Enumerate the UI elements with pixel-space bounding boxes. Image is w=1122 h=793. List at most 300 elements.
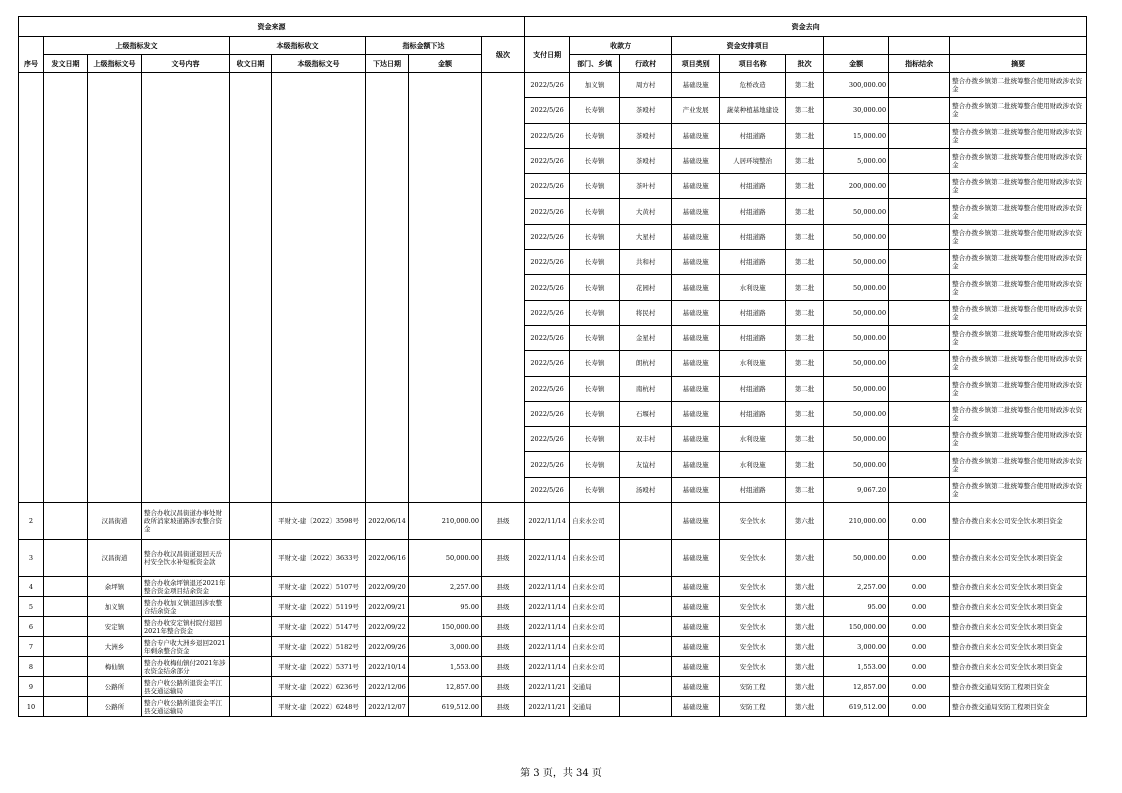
pay-date-cell: 2022/5/26 (525, 123, 570, 148)
amount-cell: 50,000.00 (824, 250, 889, 275)
summary-cell: 整合办拨乡镇第二批统筹整合使用财政涉农资金 (950, 199, 1087, 224)
col-recv-date: 收文日期 (230, 55, 272, 73)
village-cell: 双丰村 (620, 427, 672, 452)
header-amount-issue: 指标金额下达 (366, 37, 482, 55)
dept-cell: 自来水公司 (570, 577, 620, 597)
local-doc-cell: 平财文-建〔2022〕6236号 (272, 677, 366, 697)
pay-date-cell: 2022/11/14 (525, 503, 570, 540)
proj-name-cell: 安全饮水 (720, 540, 786, 577)
summary-cell: 整合办拨自来水公司安全饮水项目资金 (950, 503, 1087, 540)
dept-cell: 自来水公司 (570, 637, 620, 657)
issue-date-cell (44, 577, 88, 597)
village-cell: 金星村 (620, 325, 672, 350)
pay-date-cell: 2022/5/26 (525, 174, 570, 199)
amount-cell: 150,000.00 (409, 617, 482, 637)
dept-cell: 长寿镇 (570, 250, 620, 275)
proj-type-cell: 基础设施 (672, 401, 720, 426)
amount2-cell: 95.00 (824, 597, 889, 617)
summary-cell: 整合办拨交通局安防工程项目资金 (950, 677, 1087, 697)
proj-type-cell: 基础设施 (672, 73, 720, 98)
batch-cell: 第六批 (786, 637, 824, 657)
proj-type-cell: 基础设施 (672, 376, 720, 401)
amount-cell: 200,000.00 (824, 174, 889, 199)
pay-date-cell: 2022/5/26 (525, 477, 570, 502)
proj-type-cell: 基础设施 (672, 148, 720, 173)
issue-date-cell (44, 503, 88, 540)
pay-date-cell: 2022/5/26 (525, 427, 570, 452)
col-summary: 摘要 (950, 55, 1087, 73)
summary-cell: 整合办拨乡镇第二批统筹整合使用财政涉农资金 (950, 325, 1087, 350)
col-doc-content: 文号内容 (142, 55, 230, 73)
amount2-cell: 12,857.00 (824, 677, 889, 697)
issue-date2-cell: 2022/10/14 (366, 657, 409, 677)
table-row (19, 697, 1087, 717)
proj-name-cell: 安全饮水 (720, 577, 786, 597)
seq-cell: 2 (19, 503, 44, 540)
balance-cell (889, 174, 950, 199)
proj-name-cell: 蔬菜种植基地建设 (720, 98, 786, 123)
amount-cell: 2,257.00 (409, 577, 482, 597)
proj-type-cell: 基础设施 (672, 637, 720, 657)
local-doc-cell: 平财文-建〔2022〕5182号 (272, 637, 366, 657)
summary-cell: 整合办拨乡镇第二批统筹整合使用财政涉农资金 (950, 452, 1087, 477)
village-cell: 茶叶村 (620, 174, 672, 199)
upper-doc-cell: 公路所 (88, 677, 142, 697)
balance-cell: 0.00 (889, 697, 950, 717)
col-dept: 部门、乡镇 (570, 55, 620, 73)
recv-date-cell (230, 540, 272, 577)
dept-cell: 长寿镇 (570, 275, 620, 300)
summary-cell: 整合办拨乡镇第二批统筹整合使用财政涉农资金 (950, 351, 1087, 376)
proj-type-cell: 基础设施 (672, 300, 720, 325)
proj-type-cell: 基础设施 (672, 452, 720, 477)
batch-cell: 第六批 (786, 503, 824, 540)
balance-cell: 0.00 (889, 637, 950, 657)
proj-type-cell: 基础设施 (672, 275, 720, 300)
level-cell: 县级 (482, 697, 525, 717)
col-village: 行政村 (620, 55, 672, 73)
issue-date2-cell: 2022/09/26 (366, 637, 409, 657)
amount-cell: 12,857.00 (409, 677, 482, 697)
upper-doc-cell: 大洲乡 (88, 637, 142, 657)
dept-cell: 长寿镇 (570, 174, 620, 199)
issue-date2-cell: 2022/09/21 (366, 597, 409, 617)
village-cell (620, 503, 672, 540)
col-amount: 金额 (409, 55, 482, 73)
balance-cell (889, 477, 950, 502)
upper-doc-cell: 安定镇 (88, 617, 142, 637)
amount-cell: 50,000.00 (824, 351, 889, 376)
proj-name-cell: 安防工程 (720, 697, 786, 717)
level-cell: 县级 (482, 617, 525, 637)
proj-name-cell: 村组道路 (720, 401, 786, 426)
proj-type-cell: 基础设施 (672, 224, 720, 249)
level-cell: 县级 (482, 503, 525, 540)
dept-cell: 长寿镇 (570, 351, 620, 376)
pay-date-cell: 2022/5/26 (525, 98, 570, 123)
batch-cell: 第二批 (786, 174, 824, 199)
proj-name-cell: 村组道路 (720, 174, 786, 199)
dept-cell: 自来水公司 (570, 503, 620, 540)
batch-cell: 第二批 (786, 98, 824, 123)
summary-cell: 整合办拨乡镇第二批统筹整合使用财政涉农资金 (950, 98, 1087, 123)
balance-cell: 0.00 (889, 540, 950, 577)
doc-content-cell: 整合办收加义镇退回涉农整合结余资金 (142, 597, 230, 617)
proj-name-cell: 水利设施 (720, 452, 786, 477)
village-cell: 汤殴村 (620, 477, 672, 502)
table-row (19, 577, 1087, 597)
village-cell: 大星村 (620, 224, 672, 249)
summary-cell: 整合办拨乡镇第二批统筹整合使用财政涉农资金 (950, 275, 1087, 300)
proj-name-cell: 村组道路 (720, 123, 786, 148)
pay-date-cell: 2022/5/26 (525, 224, 570, 249)
pay-date-cell: 2022/11/14 (525, 657, 570, 677)
village-cell: 周方村 (620, 73, 672, 98)
col-local-doc: 本级指标文号 (272, 55, 366, 73)
proj-type-cell: 基础设施 (672, 540, 720, 577)
local-doc-cell: 平财文-建〔2022〕5147号 (272, 617, 366, 637)
recv-date-cell (230, 637, 272, 657)
amount-cell: 50,000.00 (409, 540, 482, 577)
summary-cell: 整合办拨乡镇第二批统筹整合使用财政涉农资金 (950, 224, 1087, 249)
balance-cell: 0.00 (889, 503, 950, 540)
empty-source-cell (366, 73, 409, 503)
issue-date-cell (44, 657, 88, 677)
amount2-cell: 210,000.00 (824, 503, 889, 540)
village-cell: 共和村 (620, 250, 672, 275)
summary-cell: 整合办拨乡镇第二批统筹整合使用财政涉农资金 (950, 73, 1087, 98)
recv-date-cell (230, 577, 272, 597)
table-row (19, 637, 1087, 657)
pay-date-cell: 2022/5/26 (525, 351, 570, 376)
local-doc-cell: 平财文-建〔2022〕5107号 (272, 577, 366, 597)
recv-date-cell (230, 657, 272, 677)
proj-name-cell: 村组道路 (720, 199, 786, 224)
doc-content-cell: 整合办收安定镇村院付退回2021年整合资金 (142, 617, 230, 637)
empty-source-cell (142, 73, 230, 503)
batch-cell: 第二批 (786, 123, 824, 148)
proj-name-cell: 危桥改造 (720, 73, 786, 98)
village-cell: 友谊村 (620, 452, 672, 477)
header-level: 级次 (482, 37, 525, 73)
issue-date-cell (44, 637, 88, 657)
amount2-cell: 150,000.00 (824, 617, 889, 637)
table-row (19, 503, 1087, 540)
pay-date-cell: 2022/11/14 (525, 577, 570, 597)
empty-source-cell (272, 73, 366, 503)
upper-doc-cell: 梅仙镇 (88, 657, 142, 677)
balance-cell: 0.00 (889, 597, 950, 617)
empty-source-cell (19, 73, 44, 503)
level-cell: 县级 (482, 577, 525, 597)
summary-cell: 整合办拨自来水公司安全饮水项目资金 (950, 577, 1087, 597)
balance-cell (889, 300, 950, 325)
summary-cell: 整合办拨自来水公司安全饮水项目资金 (950, 597, 1087, 617)
upper-doc-cell: 汉昌街道 (88, 503, 142, 540)
balance-cell (889, 98, 950, 123)
batch-cell: 第六批 (786, 577, 824, 597)
summary-cell: 整合办拨乡镇第二批统筹整合使用财政涉农资金 (950, 401, 1087, 426)
amount-cell: 50,000.00 (824, 275, 889, 300)
amount-cell: 50,000.00 (824, 199, 889, 224)
header-project: 资金安排项目 (672, 37, 824, 55)
amount-cell: 1,553.00 (409, 657, 482, 677)
dept-cell: 长寿镇 (570, 427, 620, 452)
dept-cell: 长寿镇 (570, 376, 620, 401)
level-cell: 县级 (482, 637, 525, 657)
doc-content-cell: 整合户收公路所退资金平江县交通运输局 (142, 677, 230, 697)
summary-cell: 整合办拨乡镇第二批统筹整合使用财政涉农资金 (950, 300, 1087, 325)
pay-date-cell: 2022/11/14 (525, 617, 570, 637)
proj-type-cell: 基础设施 (672, 250, 720, 275)
batch-cell: 第六批 (786, 617, 824, 637)
village-cell (620, 677, 672, 697)
table-row (19, 677, 1087, 697)
village-cell: 花园村 (620, 275, 672, 300)
issue-date-cell (44, 597, 88, 617)
amount-cell: 50,000.00 (824, 401, 889, 426)
pay-date-cell: 2022/11/14 (525, 637, 570, 657)
pay-date-cell: 2022/5/26 (525, 250, 570, 275)
proj-name-cell: 村组道路 (720, 300, 786, 325)
proj-type-cell: 基础设施 (672, 199, 720, 224)
proj-type-cell: 基础设施 (672, 427, 720, 452)
proj-name-cell: 村组道路 (720, 224, 786, 249)
batch-cell: 第六批 (786, 657, 824, 677)
local-doc-cell: 平财文-建〔2022〕5119号 (272, 597, 366, 617)
table-row (19, 73, 1087, 98)
batch-cell: 第六批 (786, 697, 824, 717)
batch-cell: 第二批 (786, 401, 824, 426)
col-proj-type: 项目类别 (672, 55, 720, 73)
amount-cell: 95.00 (409, 597, 482, 617)
proj-name-cell: 水利设施 (720, 427, 786, 452)
empty-source-cell (88, 73, 142, 503)
col-upper-doc: 上级指标文号 (88, 55, 142, 73)
proj-name-cell: 安全饮水 (720, 637, 786, 657)
proj-type-cell: 基础设施 (672, 351, 720, 376)
village-cell: 茶殴村 (620, 98, 672, 123)
village-cell (620, 597, 672, 617)
amount-cell: 5,000.00 (824, 148, 889, 173)
upper-doc-cell: 公路所 (88, 697, 142, 717)
amount-cell: 50,000.00 (824, 300, 889, 325)
proj-type-cell: 基础设施 (672, 597, 720, 617)
amount-cell: 50,000.00 (824, 325, 889, 350)
proj-name-cell: 人居环境整治 (720, 148, 786, 173)
col-proj-name: 项目名称 (720, 55, 786, 73)
proj-type-cell: 基础设施 (672, 325, 720, 350)
dept-cell: 长寿镇 (570, 224, 620, 249)
batch-cell: 第二批 (786, 300, 824, 325)
balance-cell: 0.00 (889, 617, 950, 637)
recv-date-cell (230, 503, 272, 540)
pay-date-cell: 2022/5/26 (525, 401, 570, 426)
local-doc-cell: 平财文-建〔2022〕3633号 (272, 540, 366, 577)
summary-cell: 整合办拨自来水公司安全饮水项目资金 (950, 637, 1087, 657)
proj-type-cell: 基础设施 (672, 503, 720, 540)
amount-cell: 3,000.00 (409, 637, 482, 657)
proj-type-cell: 基础设施 (672, 123, 720, 148)
balance-cell (889, 325, 950, 350)
header-payee: 收款方 (570, 37, 672, 55)
balance-cell (889, 224, 950, 249)
issue-date2-cell: 2022/06/14 (366, 503, 409, 540)
balance-cell (889, 123, 950, 148)
recv-date-cell (230, 697, 272, 717)
dept-cell: 长寿镇 (570, 452, 620, 477)
empty-source-cell (482, 73, 525, 503)
header-pay-date: 支付日期 (525, 37, 570, 73)
issue-date2-cell: 2022/09/22 (366, 617, 409, 637)
local-doc-cell: 平财文-建〔2022〕6248号 (272, 697, 366, 717)
proj-name-cell: 村组道路 (720, 376, 786, 401)
balance-cell (889, 199, 950, 224)
village-cell: 朗杭村 (620, 351, 672, 376)
col-issue-date2: 下达日期 (366, 55, 409, 73)
pay-date-cell: 2022/11/14 (525, 540, 570, 577)
seq-cell: 7 (19, 637, 44, 657)
balance-cell (889, 275, 950, 300)
batch-cell: 第六批 (786, 677, 824, 697)
balance-cell (889, 376, 950, 401)
balance-cell (889, 427, 950, 452)
amount-cell: 210,000.00 (409, 503, 482, 540)
proj-name-cell: 水利设施 (720, 275, 786, 300)
level-cell: 县级 (482, 677, 525, 697)
dept-cell: 交通局 (570, 677, 620, 697)
balance-cell: 0.00 (889, 577, 950, 597)
amount-cell: 50,000.00 (824, 224, 889, 249)
dept-cell: 长寿镇 (570, 401, 620, 426)
proj-type-cell: 基础设施 (672, 577, 720, 597)
seq-cell: 10 (19, 697, 44, 717)
local-doc-cell: 平财文-建〔2022〕3598号 (272, 503, 366, 540)
dept-cell: 长寿镇 (570, 123, 620, 148)
balance-cell (889, 351, 950, 376)
summary-cell: 整合办拨自来水公司安全饮水项目资金 (950, 540, 1087, 577)
village-cell (620, 540, 672, 577)
proj-type-cell: 基础设施 (672, 657, 720, 677)
village-cell (620, 657, 672, 677)
amount-cell: 50,000.00 (824, 427, 889, 452)
dept-cell: 长寿镇 (570, 199, 620, 224)
proj-name-cell: 安全饮水 (720, 657, 786, 677)
doc-content-cell: 整合办收汉昌街道办事处财政所消家坡道路涉农整合资金 (142, 503, 230, 540)
summary-cell: 整合办拨乡镇第二批统筹整合使用财政涉农资金 (950, 477, 1087, 502)
recv-date-cell (230, 597, 272, 617)
recv-date-cell (230, 677, 272, 697)
col-batch: 批次 (786, 55, 824, 73)
col-amount2: 金额 (824, 55, 889, 73)
village-cell: 大黄村 (620, 199, 672, 224)
summary-cell: 整合办拨乡镇第二批统筹整合使用财政涉农资金 (950, 174, 1087, 199)
col-seq: 序号 (19, 37, 44, 73)
pay-date-cell: 2022/5/26 (525, 199, 570, 224)
village-cell (620, 577, 672, 597)
batch-cell: 第二批 (786, 376, 824, 401)
amount2-cell: 3,000.00 (824, 637, 889, 657)
table-row (19, 597, 1087, 617)
village-cell (620, 697, 672, 717)
balance-cell: 0.00 (889, 657, 950, 677)
amount2-cell: 619,512.00 (824, 697, 889, 717)
batch-cell: 第二批 (786, 477, 824, 502)
issue-date-cell (44, 540, 88, 577)
amount2-cell: 1,553.00 (824, 657, 889, 677)
seq-cell: 3 (19, 540, 44, 577)
village-cell: 将民村 (620, 300, 672, 325)
proj-type-cell: 基础设施 (672, 617, 720, 637)
recv-date-cell (230, 617, 272, 637)
page-footer: 第 3 页，共 34 页 (520, 768, 602, 779)
doc-content-cell: 整合户收公路所退资金平江县交通运输局 (142, 697, 230, 717)
dept-cell: 长寿镇 (570, 148, 620, 173)
summary-cell: 整合办拨交通局安防工程项目资金 (950, 697, 1087, 717)
proj-name-cell: 安全饮水 (720, 617, 786, 637)
issue-date-cell (44, 677, 88, 697)
pay-date-cell: 2022/5/26 (525, 275, 570, 300)
issue-date2-cell: 2022/06/16 (366, 540, 409, 577)
seq-cell: 4 (19, 577, 44, 597)
village-cell (620, 617, 672, 637)
seq-cell: 5 (19, 597, 44, 617)
village-cell: 茶殴村 (620, 148, 672, 173)
issue-date2-cell: 2022/12/07 (366, 697, 409, 717)
proj-name-cell: 安防工程 (720, 677, 786, 697)
dept-cell: 自来水公司 (570, 657, 620, 677)
batch-cell: 第二批 (786, 275, 824, 300)
table-row (19, 617, 1087, 637)
batch-cell: 第二批 (786, 351, 824, 376)
balance-cell (889, 250, 950, 275)
issue-date-cell (44, 617, 88, 637)
amount-cell: 300,000.00 (824, 73, 889, 98)
balance-cell (889, 452, 950, 477)
proj-name-cell: 村组道路 (720, 250, 786, 275)
amount2-cell: 2,257.00 (824, 577, 889, 597)
pay-date-cell: 2022/5/26 (525, 73, 570, 98)
issue-date-cell (44, 697, 88, 717)
level-cell: 县级 (482, 597, 525, 617)
doc-content-cell: 整合办收余坪镇退还2021年整合资金项目结余资金 (142, 577, 230, 597)
pay-date-cell: 2022/11/21 (525, 697, 570, 717)
proj-name-cell: 水利设施 (720, 351, 786, 376)
amount2-cell: 50,000.00 (824, 540, 889, 577)
header-local-receive: 本级指标收文 (230, 37, 366, 55)
dept-cell: 长寿镇 (570, 300, 620, 325)
empty-source-cell (44, 73, 88, 503)
village-cell: 茶殴村 (620, 123, 672, 148)
dept-cell: 长寿镇 (570, 98, 620, 123)
dept-cell: 自来水公司 (570, 597, 620, 617)
col-balance: 指标结余 (889, 55, 950, 73)
amount-cell: 50,000.00 (824, 452, 889, 477)
pay-date-cell: 2022/5/26 (525, 325, 570, 350)
pay-date-cell: 2022/5/26 (525, 148, 570, 173)
dept-cell: 自来水公司 (570, 540, 620, 577)
level-cell: 县级 (482, 540, 525, 577)
proj-name-cell: 村组道路 (720, 325, 786, 350)
batch-cell: 第二批 (786, 148, 824, 173)
dept-cell: 长寿镇 (570, 477, 620, 502)
amount-cell: 15,000.00 (824, 123, 889, 148)
amount-cell: 9,067.20 (824, 477, 889, 502)
pay-date-cell: 2022/11/14 (525, 597, 570, 617)
table-row (19, 657, 1087, 677)
batch-cell: 第二批 (786, 224, 824, 249)
pay-date-cell: 2022/5/26 (525, 452, 570, 477)
